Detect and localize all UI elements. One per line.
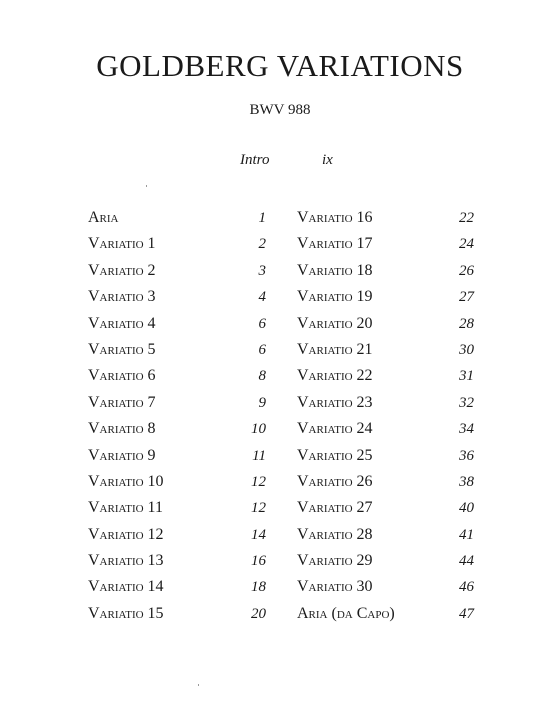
- toc-entry: [88, 443, 266, 469]
- toc-entry-page: 22: [459, 210, 474, 226]
- toc-entry: [297, 469, 474, 495]
- toc-entry-title: Variatio 12: [88, 525, 164, 543]
- toc-entry-title: Aria: [88, 209, 119, 226]
- toc-entry-title: Variatio 15: [88, 604, 164, 622]
- paper-speck: [198, 684, 199, 686]
- toc-entry: [297, 284, 474, 310]
- toc-entry-page: 8: [258, 368, 266, 385]
- toc-entry: [297, 574, 474, 600]
- toc-entry: [88, 469, 266, 495]
- toc-entry-page: 9: [258, 394, 266, 411]
- toc-entry-page: 30: [459, 341, 474, 358]
- toc-entry-title: Variatio 9: [88, 446, 156, 464]
- toc-entry: [88, 258, 266, 284]
- toc-entry-title: Variatio 3: [88, 288, 156, 306]
- toc-entry-page: 27: [459, 289, 474, 306]
- toc-entry-title: Variatio 21: [297, 340, 373, 358]
- toc-entry: [88, 231, 266, 257]
- toc-entry-title: Variatio 30: [297, 578, 373, 596]
- toc-entry: [88, 495, 266, 521]
- intro-page-number: ix: [322, 152, 333, 168]
- toc-entry-title: Variatio 11: [88, 499, 163, 517]
- toc-entry-page: 18: [251, 579, 266, 596]
- toc-entry-title: Variatio 1: [88, 235, 156, 253]
- toc-entry-page: 20: [251, 605, 266, 622]
- toc-entry-page: 32: [459, 394, 474, 411]
- toc-entry-page: 6: [258, 315, 266, 332]
- toc-entry-page: 12: [251, 500, 266, 517]
- toc-entry-title: Variatio 8: [88, 420, 156, 438]
- toc-entry: [297, 231, 474, 257]
- toc-entry-title: Variatio 27: [297, 499, 373, 517]
- toc-entry-page: 34: [459, 421, 474, 438]
- toc-entry: [297, 390, 474, 416]
- toc-entry-page: 44: [459, 553, 474, 570]
- toc-entry-page: 2: [258, 236, 266, 253]
- toc-entry: [88, 548, 266, 574]
- toc-entry: [88, 601, 266, 627]
- toc-entry: [297, 416, 474, 442]
- intro-label: Intro: [240, 152, 270, 168]
- toc-entry-title: Variatio 20: [297, 314, 373, 332]
- toc-entry: [88, 363, 266, 389]
- toc-entry: [297, 337, 474, 363]
- toc-entry-page: 40: [459, 500, 474, 517]
- toc-entry: [297, 548, 474, 574]
- toc-entry-title: Variatio 10: [88, 472, 164, 490]
- toc-entry: [297, 258, 474, 284]
- toc-entry-page: 14: [251, 526, 266, 543]
- catalogue-number: BWV 988: [249, 102, 311, 118]
- toc-entry-page: 41: [459, 526, 474, 543]
- toc-column-left: [88, 205, 266, 627]
- toc-entry: [297, 601, 474, 627]
- paper-speck: [146, 185, 147, 187]
- toc-entry: [297, 363, 474, 389]
- toc-entry-title: Variatio 18: [297, 261, 373, 279]
- toc-entry: [297, 495, 474, 521]
- toc-entry-page: 24: [459, 236, 474, 253]
- toc-entry-page: 16: [251, 553, 266, 570]
- toc-entry-page: 3: [258, 262, 266, 279]
- toc-entry-title: Variatio 7: [88, 393, 156, 411]
- toc-entry-title: Variatio 28: [297, 525, 373, 543]
- toc-entry: [88, 574, 266, 600]
- toc-entry-title: Variatio 4: [88, 314, 156, 332]
- toc-entry-title: Variatio 13: [88, 552, 164, 570]
- toc-entry: [88, 205, 266, 231]
- toc-entry: [88, 522, 266, 548]
- toc-entry: [88, 337, 266, 363]
- toc-entry: [297, 522, 474, 548]
- toc-entry-title: Variatio 6: [88, 367, 156, 385]
- toc-entry-page: 10: [251, 421, 266, 438]
- toc-entry: [88, 311, 266, 337]
- toc-entry-title: Variatio 19: [297, 288, 373, 306]
- toc-entry: [88, 390, 266, 416]
- toc-entry-page: 38: [459, 473, 474, 490]
- toc-entry-page: 4: [258, 289, 266, 306]
- toc-entry-title: Variatio 22: [297, 367, 373, 385]
- page-title: GOLDBERG VARIATIONS: [96, 48, 464, 83]
- toc-entry-title: Variatio 14: [88, 578, 164, 596]
- toc-entry: [297, 443, 474, 469]
- toc-entry-title: Variatio 26: [297, 472, 373, 490]
- toc-entry-page: 36: [459, 447, 474, 464]
- toc-column-right: [297, 205, 474, 627]
- toc-entry-title: Variatio 2: [88, 261, 156, 279]
- toc-entry-page: 6: [258, 341, 266, 358]
- toc-entry-title: Variatio 29: [297, 552, 373, 570]
- toc-entry-page: 12: [251, 473, 266, 490]
- toc-entry-title: Variatio 24: [297, 420, 373, 438]
- toc-entry-title: Variatio 16: [297, 209, 373, 226]
- toc-entry-page: 1: [258, 210, 266, 226]
- toc-entry-title: Variatio 17: [297, 235, 373, 253]
- toc-entry: [88, 284, 266, 310]
- toc-entry-page: 47: [459, 605, 474, 622]
- toc-entry-title: Aria (da Capo): [297, 604, 395, 622]
- toc-entry-page: 26: [459, 262, 474, 279]
- toc-entry: [297, 205, 474, 231]
- toc-entry-title: Variatio 23: [297, 393, 373, 411]
- toc-entry-page: 11: [252, 447, 266, 464]
- toc-entry-page: 46: [459, 579, 474, 596]
- toc-entry-page: 28: [459, 315, 474, 332]
- toc-entry-title: Variatio 5: [88, 340, 156, 358]
- toc-entry: [88, 416, 266, 442]
- toc-entry-page: 31: [459, 368, 474, 385]
- toc-entry: [297, 311, 474, 337]
- toc-entry-title: Variatio 25: [297, 446, 373, 464]
